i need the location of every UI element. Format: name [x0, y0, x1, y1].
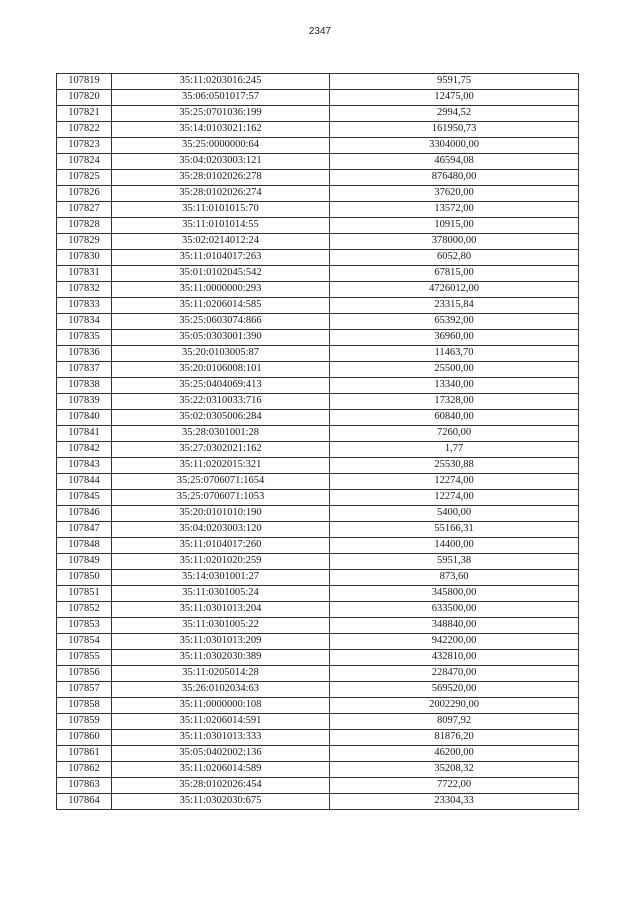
cadastral-number-cell: 35:25:0706071:1654: [112, 474, 330, 490]
table-row: [57, 122, 579, 138]
cadastral-value-cell: 432810,00: [330, 650, 579, 666]
table-row: [57, 90, 579, 106]
row-id-cell: 107847: [57, 522, 112, 538]
cadastral-number-cell: 35:11:0205014:28: [112, 666, 330, 682]
table-row: [57, 762, 579, 778]
cadastral-number-cell: 35:28:0102026:454: [112, 778, 330, 794]
table-row: [57, 138, 579, 154]
table-row: [57, 250, 579, 266]
row-id-cell: 107819: [57, 74, 112, 90]
row-id-cell: 107825: [57, 170, 112, 186]
table-row: [57, 154, 579, 170]
table-row: [57, 746, 579, 762]
cadastral-value-cell: 12274,00: [330, 490, 579, 506]
row-id-cell: 107829: [57, 234, 112, 250]
cadastral-value-cell: 60840,00: [330, 410, 579, 426]
cadastral-number-cell: 35:04:0203003:121: [112, 154, 330, 170]
table-row: [57, 170, 579, 186]
row-id-cell: 107835: [57, 330, 112, 346]
cadastral-number-cell: 35:28:0102026:274: [112, 186, 330, 202]
cadastral-value-cell: 25500,00: [330, 362, 579, 378]
row-id-cell: 107856: [57, 666, 112, 682]
cadastral-number-cell: 35:11:0206014:585: [112, 298, 330, 314]
cadastral-number-cell: 35:11:0101014:55: [112, 218, 330, 234]
table-row: [57, 314, 579, 330]
cadastral-number-cell: 35:11:0206014:591: [112, 714, 330, 730]
cadastral-value-cell: 25530,88: [330, 458, 579, 474]
cadastral-number-cell: 35:11:0104017:260: [112, 538, 330, 554]
cadastral-value-cell: 12475,00: [330, 90, 579, 106]
cadastral-value-cell: 348840,00: [330, 618, 579, 634]
row-id-cell: 107845: [57, 490, 112, 506]
table-row: [57, 538, 579, 554]
row-id-cell: 107831: [57, 266, 112, 282]
cadastral-value-cell: 65392,00: [330, 314, 579, 330]
table-row: [57, 298, 579, 314]
cadastral-value-table: [56, 73, 579, 810]
cadastral-value-cell: 569520,00: [330, 682, 579, 698]
cadastral-number-cell: 35:11:0201020:259: [112, 554, 330, 570]
table-row: [57, 602, 579, 618]
cadastral-value-cell: 7260,00: [330, 426, 579, 442]
row-id-cell: 107833: [57, 298, 112, 314]
cadastral-value-cell: 7722,00: [330, 778, 579, 794]
cadastral-value-cell: 161950,73: [330, 122, 579, 138]
cadastral-value-cell: 6052,80: [330, 250, 579, 266]
cadastral-number-cell: 35:11:0302030:389: [112, 650, 330, 666]
cadastral-number-cell: 35:25:0701036:199: [112, 106, 330, 122]
cadastral-number-cell: 35:02:0305006:284: [112, 410, 330, 426]
cadastral-value-cell: 633500,00: [330, 602, 579, 618]
row-id-cell: 107863: [57, 778, 112, 794]
table-row: [57, 698, 579, 714]
cadastral-number-cell: 35:05:0402002:136: [112, 746, 330, 762]
cadastral-number-cell: 35:25:0706071:1053: [112, 490, 330, 506]
cadastral-value-cell: 17328,00: [330, 394, 579, 410]
row-id-cell: 107839: [57, 394, 112, 410]
cadastral-value-cell: 11463,70: [330, 346, 579, 362]
row-id-cell: 107861: [57, 746, 112, 762]
row-id-cell: 107860: [57, 730, 112, 746]
cadastral-value-cell: 942200,00: [330, 634, 579, 650]
row-id-cell: 107824: [57, 154, 112, 170]
table-row: [57, 554, 579, 570]
cadastral-number-cell: 35:11:0101015:70: [112, 202, 330, 218]
row-id-cell: 107846: [57, 506, 112, 522]
cadastral-number-cell: 35:11:0000000:108: [112, 698, 330, 714]
cadastral-number-cell: 35:28:0301001:28: [112, 426, 330, 442]
table-row: [57, 794, 579, 810]
cadastral-number-cell: 35:26:0102034:63: [112, 682, 330, 698]
row-id-cell: 107859: [57, 714, 112, 730]
row-id-cell: 107822: [57, 122, 112, 138]
cadastral-value-cell: 378000,00: [330, 234, 579, 250]
table-row: [57, 714, 579, 730]
row-id-cell: 107849: [57, 554, 112, 570]
cadastral-number-cell: 35:05:0303001:390: [112, 330, 330, 346]
row-id-cell: 107848: [57, 538, 112, 554]
cadastral-number-cell: 35:11:0301005:24: [112, 586, 330, 602]
row-id-cell: 107823: [57, 138, 112, 154]
cadastral-value-cell: 10915,00: [330, 218, 579, 234]
table-row: [57, 650, 579, 666]
table-row: [57, 202, 579, 218]
table-row: [57, 586, 579, 602]
row-id-cell: 107820: [57, 90, 112, 106]
cadastral-value-cell: 3304000,00: [330, 138, 579, 154]
cadastral-value-cell: 67815,00: [330, 266, 579, 282]
cadastral-number-cell: 35:11:0104017:263: [112, 250, 330, 266]
cadastral-value-cell: 46594,08: [330, 154, 579, 170]
row-id-cell: 107855: [57, 650, 112, 666]
cadastral-number-cell: 35:11:0202015:321: [112, 458, 330, 474]
table-row: [57, 442, 579, 458]
table-row: [57, 458, 579, 474]
table-row: [57, 490, 579, 506]
cadastral-number-cell: 35:11:0301013:204: [112, 602, 330, 618]
table-row: [57, 330, 579, 346]
row-id-cell: 107821: [57, 106, 112, 122]
row-id-cell: 107852: [57, 602, 112, 618]
cadastral-number-cell: 35:11:0301013:209: [112, 634, 330, 650]
cadastral-value-cell: 228470,00: [330, 666, 579, 682]
table-row: [57, 730, 579, 746]
table-row: [57, 666, 579, 682]
row-id-cell: 107842: [57, 442, 112, 458]
row-id-cell: 107850: [57, 570, 112, 586]
row-id-cell: 107844: [57, 474, 112, 490]
cadastral-number-cell: 35:02:0214012:24: [112, 234, 330, 250]
table-row: [57, 570, 579, 586]
row-id-cell: 107834: [57, 314, 112, 330]
cadastral-value-cell: 81876,20: [330, 730, 579, 746]
cadastral-value-cell: 46200,00: [330, 746, 579, 762]
cadastral-value-cell: 23304,33: [330, 794, 579, 810]
table-row: [57, 618, 579, 634]
row-id-cell: 107837: [57, 362, 112, 378]
cadastral-number-cell: 35:20:0101010:190: [112, 506, 330, 522]
cadastral-number-cell: 35:11:0302030:675: [112, 794, 330, 810]
table-row: [57, 218, 579, 234]
cadastral-value-cell: 345800,00: [330, 586, 579, 602]
table-row: [57, 634, 579, 650]
table-row: [57, 682, 579, 698]
table-row: [57, 282, 579, 298]
cadastral-number-cell: 35:11:0000000:293: [112, 282, 330, 298]
cadastral-value-cell: 13340,00: [330, 378, 579, 394]
table-row: [57, 522, 579, 538]
cadastral-value-cell: 4726012,00: [330, 282, 579, 298]
table-row: [57, 346, 579, 362]
table-body: [57, 74, 579, 810]
cadastral-number-cell: 35:28:0102026:278: [112, 170, 330, 186]
cadastral-value-cell: 5400,00: [330, 506, 579, 522]
table-row: [57, 474, 579, 490]
row-id-cell: 107830: [57, 250, 112, 266]
cadastral-value-cell: 13572,00: [330, 202, 579, 218]
cadastral-number-cell: 35:11:0203016:245: [112, 74, 330, 90]
row-id-cell: 107851: [57, 586, 112, 602]
table-row: [57, 426, 579, 442]
cadastral-number-cell: 35:25:0404069:413: [112, 378, 330, 394]
table-row: [57, 506, 579, 522]
cadastral-number-cell: 35:20:0103005:87: [112, 346, 330, 362]
cadastral-value-cell: 5951,38: [330, 554, 579, 570]
cadastral-number-cell: 35:06:0501017:57: [112, 90, 330, 106]
table-row: [57, 778, 579, 794]
cadastral-value-cell: 8097,92: [330, 714, 579, 730]
row-id-cell: 107857: [57, 682, 112, 698]
row-id-cell: 107826: [57, 186, 112, 202]
row-id-cell: 107840: [57, 410, 112, 426]
cadastral-value-cell: 2994,52: [330, 106, 579, 122]
table-row: [57, 234, 579, 250]
row-id-cell: 107836: [57, 346, 112, 362]
cadastral-number-cell: 35:14:0301001:27: [112, 570, 330, 586]
cadastral-number-cell: 35:27:0302021:162: [112, 442, 330, 458]
table-row: [57, 394, 579, 410]
cadastral-number-cell: 35:14:0103021:162: [112, 122, 330, 138]
table-row: [57, 410, 579, 426]
cadastral-value-cell: 37620,00: [330, 186, 579, 202]
table-row: [57, 266, 579, 282]
cadastral-number-cell: 35:01:0102045:542: [112, 266, 330, 282]
cadastral-value-cell: 35208,32: [330, 762, 579, 778]
page-number: 2347: [308, 26, 332, 37]
cadastral-number-cell: 35:11:0301013:333: [112, 730, 330, 746]
cadastral-value-cell: 9591,75: [330, 74, 579, 90]
row-id-cell: 107827: [57, 202, 112, 218]
cadastral-value-cell: 876480,00: [330, 170, 579, 186]
table-row: [57, 186, 579, 202]
cadastral-number-cell: 35:11:0206014:589: [112, 762, 330, 778]
cadastral-value-cell: 23315,84: [330, 298, 579, 314]
row-id-cell: 107841: [57, 426, 112, 442]
table-row: [57, 74, 579, 90]
cadastral-number-cell: 35:22:0310033:716: [112, 394, 330, 410]
cadastral-value-cell: 1,77: [330, 442, 579, 458]
row-id-cell: 107864: [57, 794, 112, 810]
cadastral-value-cell: 14400,00: [330, 538, 579, 554]
row-id-cell: 107843: [57, 458, 112, 474]
cadastral-value-cell: 12274,00: [330, 474, 579, 490]
row-id-cell: 107858: [57, 698, 112, 714]
cadastral-number-cell: 35:11:0301005:22: [112, 618, 330, 634]
row-id-cell: 107832: [57, 282, 112, 298]
cadastral-value-cell: 2002290,00: [330, 698, 579, 714]
table-row: [57, 378, 579, 394]
row-id-cell: 107838: [57, 378, 112, 394]
cadastral-value-cell: 55166,31: [330, 522, 579, 538]
row-id-cell: 107862: [57, 762, 112, 778]
table-row: [57, 106, 579, 122]
cadastral-number-cell: 35:04:0203003:120: [112, 522, 330, 538]
cadastral-number-cell: 35:25:0603074:866: [112, 314, 330, 330]
cadastral-number-cell: 35:25:0000000:64: [112, 138, 330, 154]
table-row: [57, 362, 579, 378]
cadastral-number-cell: 35:20:0106008:101: [112, 362, 330, 378]
row-id-cell: 107828: [57, 218, 112, 234]
row-id-cell: 107853: [57, 618, 112, 634]
cadastral-value-cell: 36960,00: [330, 330, 579, 346]
row-id-cell: 107854: [57, 634, 112, 650]
cadastral-value-cell: 873,60: [330, 570, 579, 586]
